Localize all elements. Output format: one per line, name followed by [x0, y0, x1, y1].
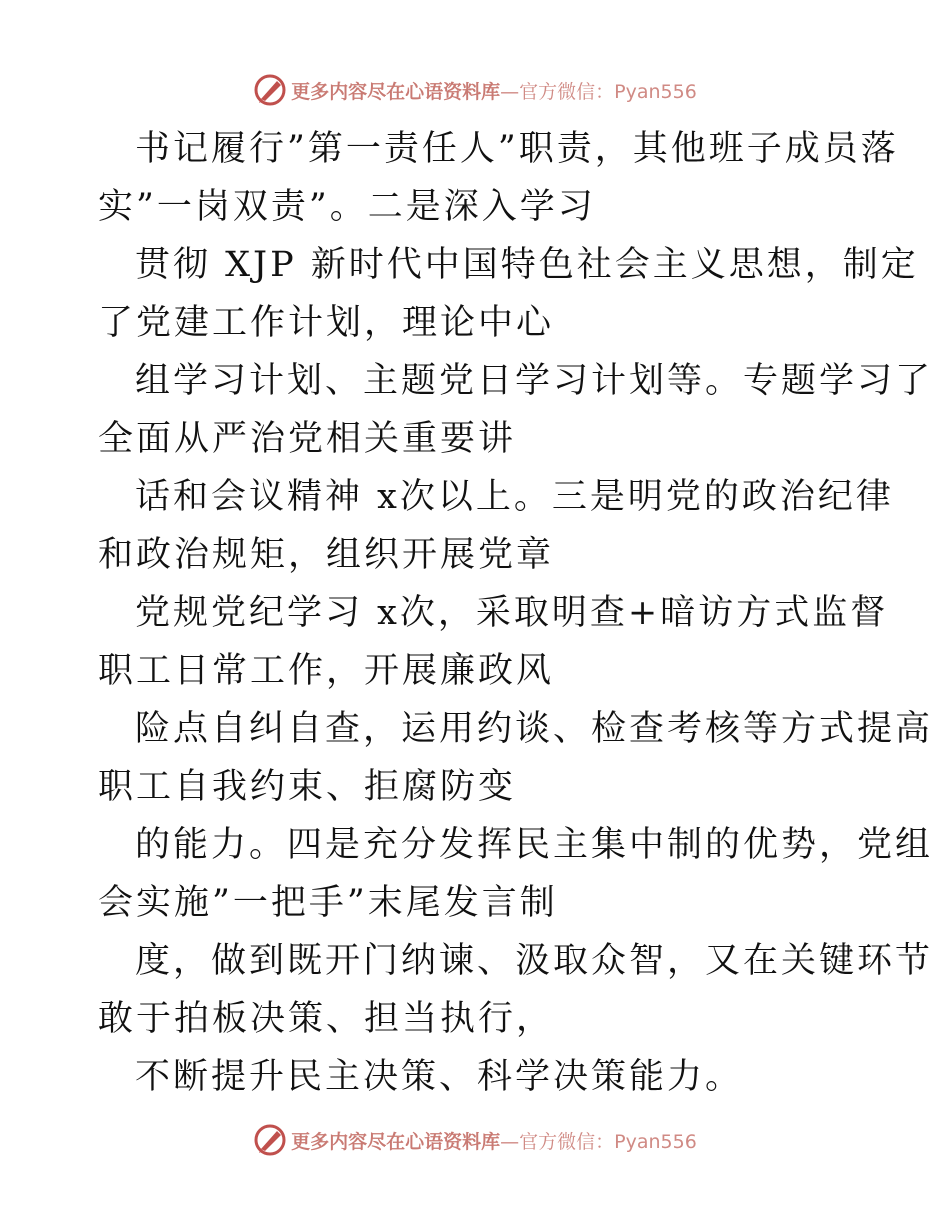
pen-circle-logo-icon	[253, 1123, 287, 1157]
body-line: 话和会议精神 x次以上。三是明党的政治纪律	[135, 477, 894, 517]
body-line: 贯彻 XJP 新时代中国特色社会主义思想，制定	[135, 245, 919, 285]
body-line: 不断提升民主决策、科学决策能力。	[135, 1057, 744, 1097]
footer-watermark-banner	[0, 1120, 950, 1160]
footer-watermark-separator: —	[500, 1130, 520, 1153]
body-line: 会实施”一把手”末尾发言制	[98, 883, 558, 923]
pen-circle-logo-icon	[253, 73, 287, 107]
body-line: 的能力。四是充分发挥民主集中制的优势，党组	[135, 825, 934, 865]
body-line: 度，做到既开门纳谏、汲取众智，又在关键环节	[135, 941, 934, 981]
body-line: 全面从严治党相关重要讲	[98, 419, 517, 459]
body-line: 和政治规矩，组织开展党章	[98, 535, 555, 575]
header-watermark-banner	[0, 70, 950, 110]
body-line: 了党建工作计划，理论中心	[98, 303, 555, 343]
header-watermark-text	[291, 77, 697, 104]
body-line: 职工自我约束、拒腐防变	[98, 767, 517, 807]
body-line: 敢于拍板决策、担当执行，	[98, 999, 555, 1039]
footer-watermark-wechat: 官方微信：Pyan556	[519, 1130, 697, 1153]
body-line: 职工日常工作，开展廉政风	[98, 651, 555, 691]
body-line: 实”一岗双责”。二是深入学习	[98, 187, 596, 227]
footer-watermark-main: 更多内容尽在心语资料库	[291, 1130, 501, 1153]
body-line: 组学习计划、主题党日学习计划等。专题学习了	[135, 361, 934, 401]
body-line: 党规党纪学习 x次，采取明查+暗访方式监督	[135, 593, 889, 633]
document-body	[98, 120, 934, 1106]
header-watermark-main: 更多内容尽在心语资料库	[291, 80, 501, 103]
header-watermark-separator: —	[500, 80, 520, 103]
header-watermark-wechat: 官方微信：Pyan556	[519, 80, 697, 103]
body-line: 险点自纠自查，运用约谈、检查考核等方式提高	[135, 709, 934, 749]
body-line: 书记履行”第一责任人”职责，其他班子成员落	[135, 129, 899, 169]
footer-watermark-text	[291, 1127, 697, 1154]
